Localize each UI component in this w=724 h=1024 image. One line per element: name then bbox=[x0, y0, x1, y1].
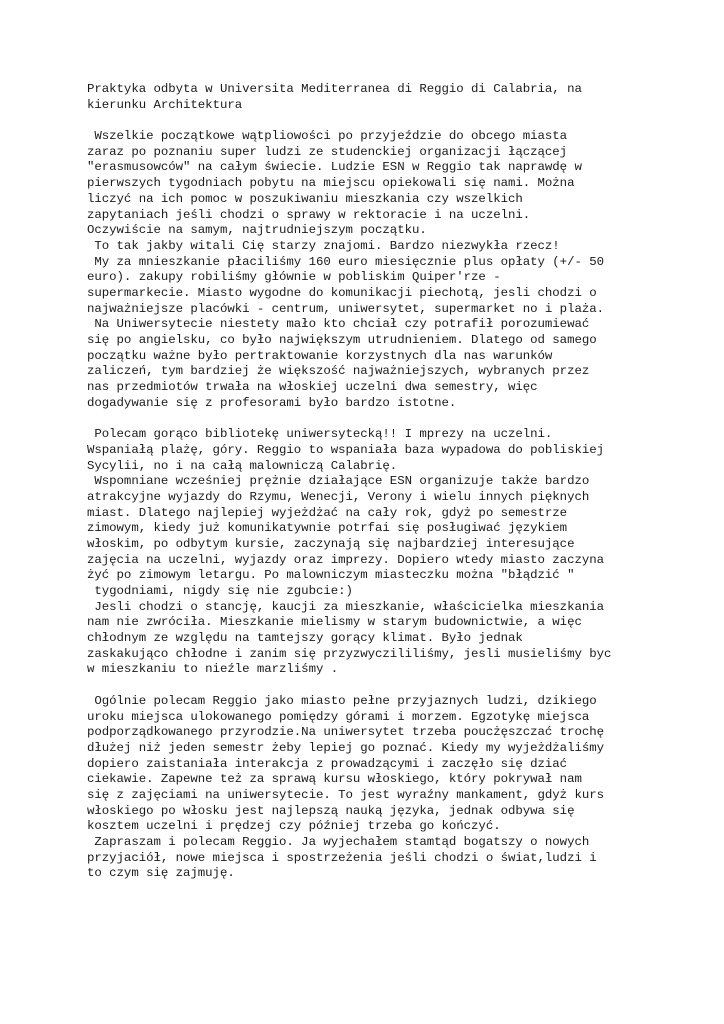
text-line: Oczywiście na samym, najtrudniejszym początku. bbox=[87, 223, 427, 238]
text-line: liczyć na ich pomoc w poszukiwaniu mieszkania czy wszelkich bbox=[87, 191, 523, 206]
text-line: kosztem uczelni i prędzej czy później trzeba go kończyć. bbox=[87, 819, 501, 834]
text-line: My za mnieszkanie płaciliśmy 160 euro miesięcznie plus opłaty (+/- 50 bbox=[87, 254, 604, 269]
text-line: Zapraszam i polecam Reggio. Ja wyjechałem stamtąd bogatszy o nowych bbox=[87, 835, 590, 849]
text-line: supermarkecie. Miasto wygodne do komunikacji piechotą, jesli chodzi o bbox=[87, 285, 597, 300]
text-line: początku ważne było pertraktowanie korzystnych dla nas warunków bbox=[87, 348, 553, 363]
text-line: Jesli chodzi o stancję, kaucji za mieszkanie, właścicielka mieszkania bbox=[87, 599, 604, 614]
text-line: zajęcia na uczelni, wyjazdy oraz imprezy. Dopiero wtedy miasto zaczyna bbox=[87, 552, 604, 567]
text-line: Wspomniane wcześniej prężnie działające ESN organizuje także bardzo bbox=[87, 474, 590, 489]
text-line: zapytaniach jeśli chodzi o sprawy w rektoracie i na uczelni. bbox=[87, 207, 531, 222]
text-line: włoskim, po odbytym kursie, zaczynają się najbardziej interesujące bbox=[87, 536, 575, 551]
text-line: najważniejsze placówki - centrum, uniwersytet, supermarket no i plaża. bbox=[87, 301, 604, 316]
text-line: Wszelkie początkowe wątpliowości po przyjeździe do obcego miasta bbox=[87, 129, 568, 144]
text-line: Praktyka odbyta w Universita Mediterranea di Reggio di Calabria, na bbox=[87, 82, 582, 96]
paragraph-recommendations bbox=[87, 427, 647, 678]
text-line: żyć po zimowym letargu. Po malowniczym miasteczku można "błądzić " bbox=[87, 568, 575, 583]
text-line: Na Uniwersytecie niestety mało kto chciał czy potrafił porozumiewać bbox=[87, 317, 590, 332]
paragraph-spacer bbox=[87, 678, 647, 694]
text-line: Wspaniałą plażę, góry. Reggio to wspaniała baza wypadowa do pobliskiej bbox=[87, 442, 604, 457]
text-line: się po angielsku, co było największym utrudnieniem. Dlatego od samego bbox=[87, 333, 597, 347]
text-line: to czym się zajmuję. bbox=[87, 866, 235, 881]
text-line: nam nie zwróciła. Mieszkanie mielismy w starym budownictwie, a więc bbox=[87, 615, 582, 630]
document-page bbox=[87, 82, 647, 882]
text-line: uroku miejsca ulokowanego pomiędzy górami i morzem. Egzotykę miejsca bbox=[87, 709, 590, 724]
text-line: chłodnym ze względu na tamtejszy gorący klimat. Było jednak bbox=[87, 631, 523, 646]
text-line: podporządkowanego przyrodzie.Na uniwersytet trzeba poucżęszczać trochę bbox=[87, 725, 604, 740]
paragraph-summary bbox=[87, 694, 647, 882]
text-line: dłużej niż jeden semestr żeby lepiej go poznać. Kiedy my wyjeżdżaliśmy bbox=[87, 740, 604, 755]
document-header bbox=[87, 82, 647, 113]
text-line: ciekawie. Zapewne też za sprawą kursu włoskiego, który pokrywał nam bbox=[87, 772, 582, 787]
text-line: pierwszych tygodniach pobytu na miejscu opiekowali się nami. Można bbox=[87, 176, 575, 191]
text-line: zimowym, kiedy już komunikatywnie potrfai się posługiwać językiem bbox=[87, 521, 568, 536]
text-line: dopiero zaistaniała interakcja z prowadzącymi i zaczęło się dziać bbox=[87, 756, 568, 771]
text-line: się z zajęciami na uniwersytecie. To jest wyraźny mankament, gdyż kurs bbox=[87, 787, 604, 802]
text-line: dogadywanie się z profesorami było bardzo istotne. bbox=[87, 395, 457, 410]
text-line: zaskakująco chłodne i zanim się przyzwyczililiśmy, jesli musieliśmy byc bbox=[87, 646, 612, 661]
text-line: nas przedmiotów trwała na włoskiej uczelni dwa semestry, więc bbox=[87, 380, 538, 395]
text-line: w mieszkaniu to nieźle marzliśmy . bbox=[87, 662, 339, 677]
text-line: euro). zakupy robiliśmy głównie w pobliskim Quiper'rze - bbox=[87, 270, 501, 285]
text-line: "erasmusowców" na całym świecie. Ludzie ESN w Reggio tak naprawdę w bbox=[87, 160, 582, 175]
text-line: przyjaciół, nowe miejsca i spostrzeżenia jeśli chodzi o świat,ludzi i bbox=[87, 850, 597, 865]
text-line: Sycylii, no i na całą malowniczą Calabrię. bbox=[87, 458, 398, 473]
text-line: To tak jakby witali Cię starzy znajomi. Bardzo niezwykła rzecz! bbox=[87, 238, 560, 253]
paragraph-spacer bbox=[87, 411, 647, 427]
paragraph-spacer bbox=[87, 113, 647, 129]
text-line: miast. Dlatego najlepiej wyjeżdżać na cały rok, gdyż po semestrze bbox=[87, 505, 568, 520]
paragraph-arrival bbox=[87, 129, 647, 411]
text-line: zaliczeń, tym bardziej że większość najważniejszych, wybranych przez bbox=[87, 364, 590, 379]
text-line: włoskiego po włosku jest najlepszą nauką języka, jednak odbywa się bbox=[87, 803, 575, 818]
text-line: zaraz po poznaniu super ludzi ze studenckiej organizacji łączącej bbox=[87, 144, 568, 159]
text-line: tygodniami, nigdy się nie zgubcie:) bbox=[87, 584, 353, 598]
text-line: kierunku Architektura bbox=[87, 97, 243, 112]
text-line: Ogólnie polecam Reggio jako miasto pełne przyjaznych ludzi, dzikiego bbox=[87, 693, 597, 708]
text-line: Polecam gorąco bibliotekę uniwersytecką!! I mprezy na uczelni. bbox=[87, 427, 553, 442]
text-line: atrakcyjne wyjazdy do Rzymu, Wenecji, Verony i wielu innych pięknych bbox=[87, 489, 590, 504]
